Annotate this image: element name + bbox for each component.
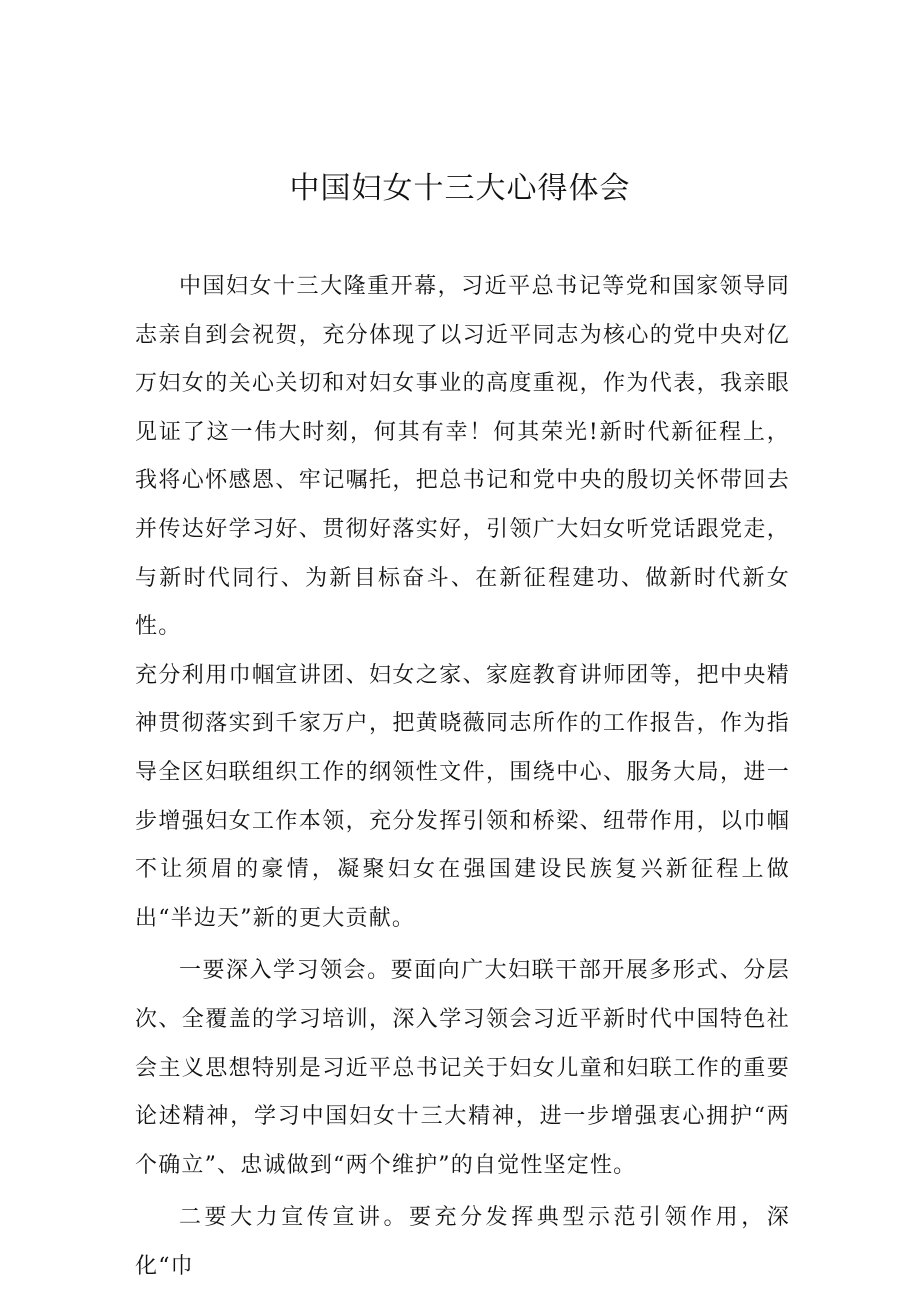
- paragraph-utilize: 充分利用巾帼宣讲团、妇女之家、家庭教育讲师团等，把中央精神贯彻落实到千家万户，把黄晓薇同志所作的工作报告，作为指导全区妇联组织工作的纲领性文件，围绕中心、服务大局，进一步增强妇女工作本领，充分发挥引领和桥梁、纽带作用，以巾帼不让须眉的豪情，凝聚妇女在强国建设民族复兴新征程上做出“半边天”新的更大贡献。: [135, 662, 790, 931]
- paragraph-promote: 二要大力宣传宣讲。要充分发挥典型示范引领作用，深化“巾: [135, 1205, 790, 1279]
- paragraph-study: 一要深入学习领会。要面向广大妇联干部开展多形式、分层次、全覆盖的学习培训，深入学习领会习近平新时代中国特色社会主义思想特别是习近平总书记关于妇女儿童和妇联工作的重要论述精神，学习中国妇女十三大精神，进一步增强衷心拥护“两个确立”、忠诚做到“两个维护”的自觉性坚定性。: [135, 958, 790, 1178]
- paragraph-opening: 中国妇女十三大隆重开幕，习近平总书记等党和国家领导同志亲自到会祝贺，充分体现了以习近平同志为核心的党中央对亿万妇女的关心关切和对妇女事业的高度重视，作为代表，我亲眼见证了这一伟大时刻，何其有幸！何其荣光!新时代新征程上，我将心怀感恩、牢记嘱托，把总书记和党中央的殷切关怀带回去并传达好学习好、贯彻好落实好，引领广大妇女听党话跟党走，与新时代同行、为新目标奋斗、在新征程建功、做新时代新女性。: [135, 274, 790, 640]
- document-body: [135, 263, 790, 1291]
- document-title: 中国妇女十三大心得体会: [289, 171, 631, 206]
